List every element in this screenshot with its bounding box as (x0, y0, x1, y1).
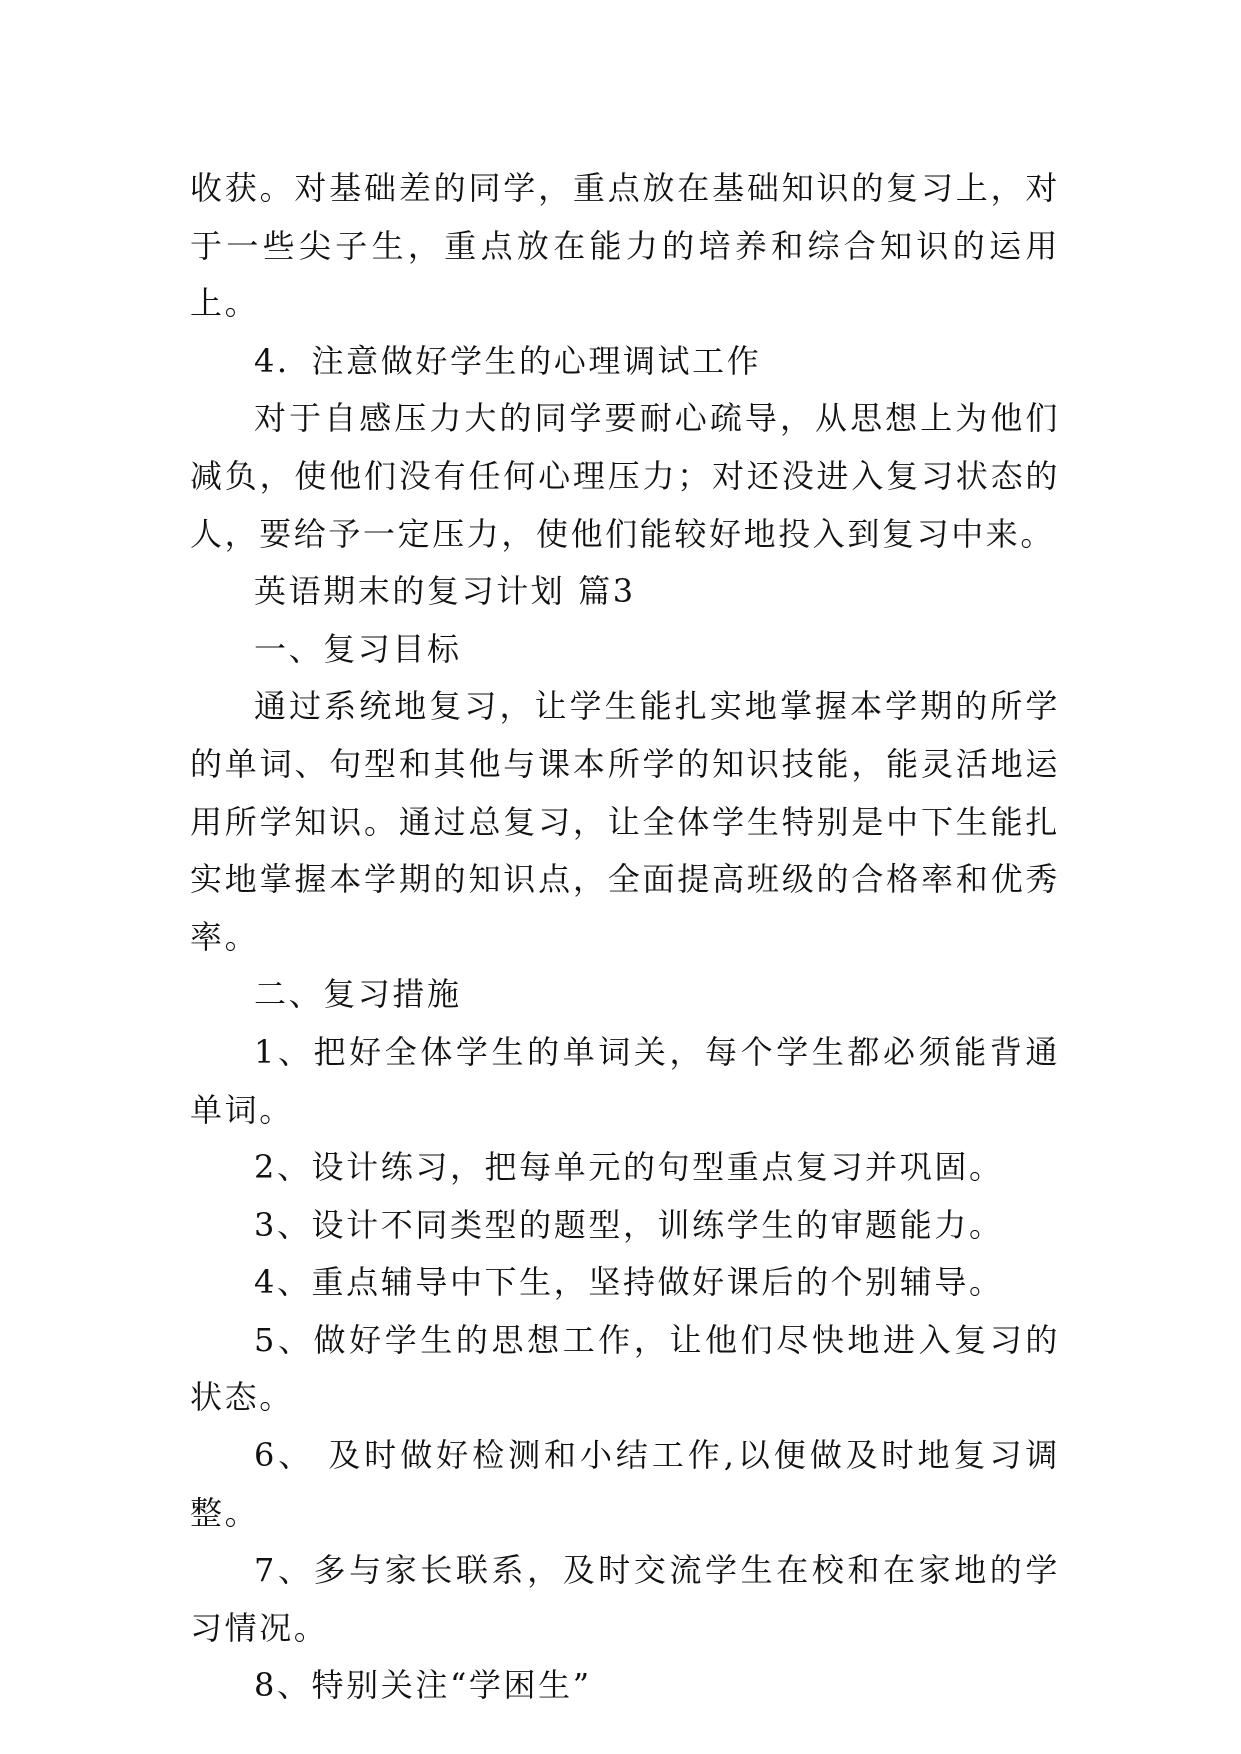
list-item-measure-6: 6、 及时做好检测和小结工作,以便做及时地复习调整。 (190, 1436, 1060, 1532)
section-heading-psychology: 4．注意做好学生的心理调试工作 (254, 341, 762, 380)
document-section-title: 英语期末的复习计划 篇3 (254, 572, 636, 611)
list-item-measure-2: 2、设计练习，把每单元的句型重点复习并巩固。 (254, 1148, 1004, 1187)
list-item-measure-5: 5、做好学生的思想工作，让他们尽快地进入复习的状态。 (190, 1320, 1060, 1417)
paragraph-continuation: 收获。对基础差的同学，重点放在基础知识的复习上，对于一些尖子生，重点放在能力的培养和综合知识的运用上。 (190, 169, 1060, 323)
document-body (190, 160, 1060, 1715)
list-item-measure-1: 1、把好全体学生的单词关，每个学生都必须能背通单词。 (190, 1032, 1060, 1129)
section-heading-measures: 二、复习措施 (254, 975, 462, 1014)
list-item-measure-3: 3、设计不同类型的题型，训练学生的审题能力。 (254, 1205, 1004, 1244)
paragraph-goals: 通过系统地复习，让学生能扎实地掌握本学期的所学的单词、句型和其他与课本所学的知识技能，能灵活地运用所学知识。通过总复习，让全体学生特别是中下生能扎实地掌握本学期的知识点，全面提高班级的合格率和优秀率。 (190, 687, 1060, 956)
paragraph-psychology: 对于自感压力大的同学要耐心疏导，从思想上为他们减负，使他们没有任何心理压力；对还没进入复习状态的人，要给予一定压力，使他们能较好地投入到复习中来。 (190, 399, 1060, 553)
list-item-measure-8: 8、特别关注“学困生” (254, 1666, 592, 1705)
section-heading-goals: 一、复习目标 (254, 629, 462, 668)
list-item-measure-7: 7、多与家长联系，及时交流学生在校和在家地的学习情况。 (190, 1551, 1060, 1647)
list-item-measure-4: 4、重点辅导中下生，坚持做好课后的个别辅导。 (254, 1263, 1004, 1302)
